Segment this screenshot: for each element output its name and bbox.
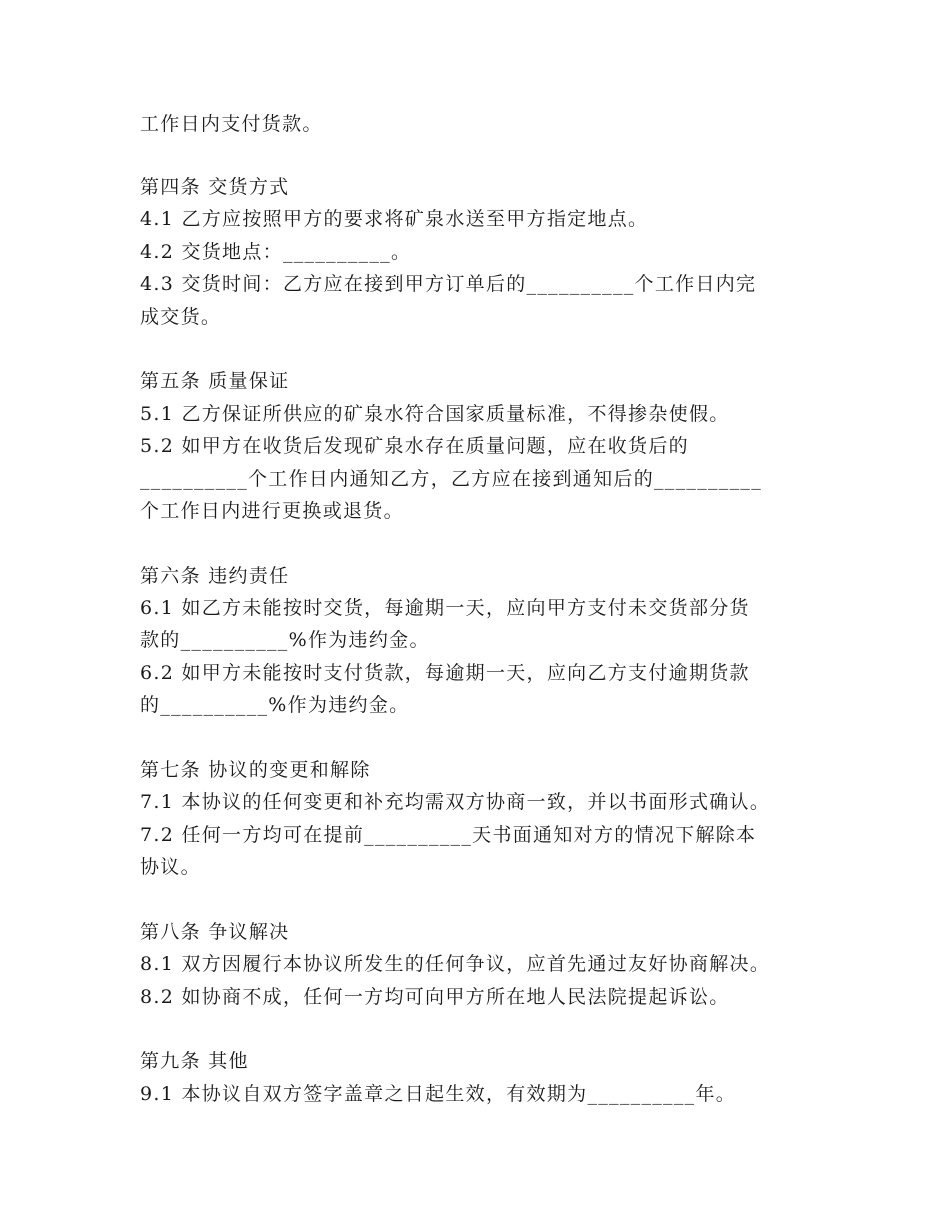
clause-6-1-continuation: 款的__________%作为违约金。 [140,629,430,651]
clause-5-2: 5.2 如甲方在收货后发现矿泉水存在质量问题，应在收货后的 [140,435,689,457]
clause-3-continuation: 工作日内支付货款。 [140,113,323,135]
clause-9-1: 9.1 本协议自双方签字盖章之日起生效，有效期为__________年。 [140,1083,737,1105]
clause-5-1: 5.1 乙方保证所供应的矿泉水符合国家质量标准，不得掺杂使假。 [140,403,730,425]
article-8-heading: 第八条 争议解决 [140,921,290,943]
article-4-heading: 第四条 交货方式 [140,176,290,198]
clause-6-2: 6.2 如甲方未能按时支付货款，每逾期一天，应向乙方支付逾期货款 [140,662,750,684]
clause-5-2-continuation: 个工作日内进行更换或退货。 [140,500,404,522]
article-7-heading: 第七条 协议的变更和解除 [140,759,371,781]
clause-4-2: 4.2 交货地点：__________。 [140,241,412,263]
clause-7-2-continuation: 协议。 [140,856,201,878]
clause-4-3-continuation: 成交货。 [140,306,222,328]
clause-7-1: 7.1 本协议的任何变更和补充均需双方协商一致，并以书面形式确认。 [140,791,771,813]
clause-8-1: 8.1 双方因履行本协议所发生的任何争议，应首先通过友好协商解决。 [140,953,771,975]
clause-6-1: 6.1 如乙方未能按时交货，每逾期一天，应向甲方支付未交货部分货 [140,597,750,619]
clause-4-1: 4.1 乙方应按照甲方的要求将矿泉水送至甲方指定地点。 [140,208,649,230]
article-6-heading: 第六条 违约责任 [140,565,290,587]
clause-5-2-continuation: __________个工作日内通知乙方，乙方应在接到通知后的__________ [140,468,763,490]
clause-6-2-continuation: 的__________%作为违约金。 [140,694,410,716]
clause-4-3: 4.3 交货时间：乙方应在接到甲方订单后的__________个工作日内完 [140,273,757,295]
article-5-heading: 第五条 质量保证 [140,370,290,392]
clause-7-2: 7.2 任何一方均可在提前__________天书面通知对方的情况下解除本 [140,824,757,846]
article-9-heading: 第九条 其他 [140,1050,249,1072]
clause-8-2: 8.2 如协商不成，任何一方均可向甲方所在地人民法院提起诉讼。 [140,986,730,1008]
